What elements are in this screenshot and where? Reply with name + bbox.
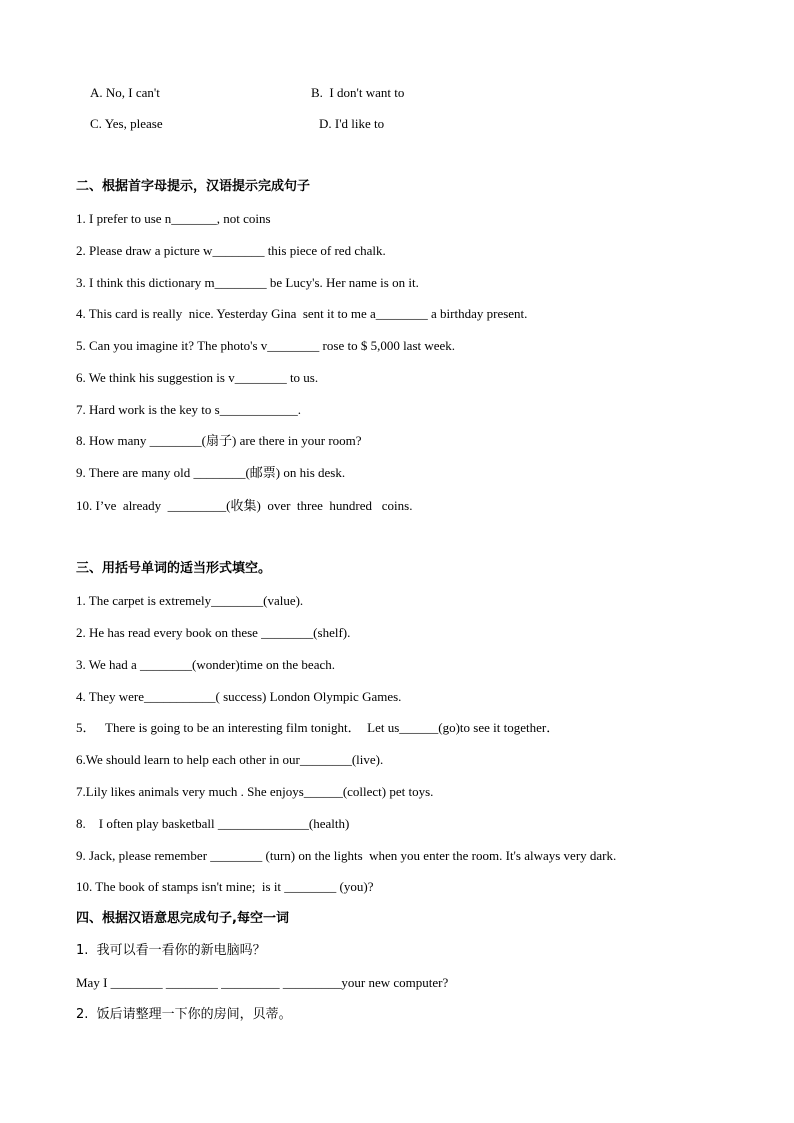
section-2-item-6: 6. We think his suggestion is v________ to us.	[76, 370, 319, 385]
option-d: D. I'd like to	[319, 116, 385, 131]
section-4-q1-chinese: 1. 我可以看一看你的新电脑吗？	[76, 943, 266, 958]
section-2-item-9: 9. There are many old ________(邮票) on his desk.	[76, 465, 346, 480]
section-2-item-4: 4. This card is really nice. Yesterday Gina sent it to me a________ a birthday present.	[76, 306, 528, 321]
section-3-item-4: 4. They were___________( success) London Olympic Games.	[76, 689, 402, 704]
section-2-item-7: 7. Hard work is the key to s____________.	[76, 402, 301, 417]
option-b: B. I don't want to	[311, 85, 405, 100]
section-3-item-10: 10. The book of stamps isn't mine; is it ________ (you)?	[76, 879, 374, 894]
section-3-item-5: 5． There is going to be an interesting film tonight． Let us______(go)to see it together．	[76, 720, 560, 735]
section-3-item-1: 1. The carpet is extremely________(value).	[76, 593, 304, 608]
section-3-item-3: 3. We had a ________(wonder)time on the beach.	[76, 657, 335, 672]
option-c: C. Yes, please	[90, 116, 163, 131]
section-4-heading: 四、根据汉语意思完成句子,每空一词	[76, 911, 289, 926]
section-2-item-3: 3. I think this dictionary m________ be Lucy's. Her name is on it.	[76, 275, 419, 290]
section-2-item-8: 8. How many ________(扇子) are there in your room?	[76, 433, 362, 448]
section-2-item-5: 5. Can you imagine it? The photo's v________ rose to $ 5,000 last week.	[76, 338, 456, 353]
section-3-heading: 三、用括号单词的适当形式填空。	[76, 561, 272, 576]
section-3-item-7: 7.Lily likes animals very much . She enjoys______(collect) pet toys.	[76, 784, 434, 799]
section-4-q2-chinese: 2. 饭后请整理一下你的房间，贝蒂。	[76, 1007, 292, 1022]
section-2-heading: 二、根据首字母提示，汉语提示完成句子	[76, 179, 311, 194]
section-2-item-2: 2. Please draw a picture w________ this piece of red chalk.	[76, 243, 386, 258]
section-3-item-9: 9. Jack, please remember ________ (turn) on the lights when you enter the room. It's always very dark.	[76, 848, 617, 863]
option-a: A. No, I can't	[90, 85, 160, 100]
section-4-q1-english: May I ________ ________ _________ _________your new computer?	[76, 975, 449, 990]
section-2-item-10: 10. I’ve already _________(收集) over three hundred coins.	[76, 498, 413, 513]
section-3-item-2: 2. He has read every book on these ________(shelf).	[76, 625, 351, 640]
section-3-item-8: 8. I often play basketball ______________(health)	[76, 816, 350, 831]
section-2-item-1: 1. I prefer to use n_______, not coins	[76, 211, 271, 226]
section-3-item-6: 6.We should learn to help each other in our________(live).	[76, 752, 384, 767]
